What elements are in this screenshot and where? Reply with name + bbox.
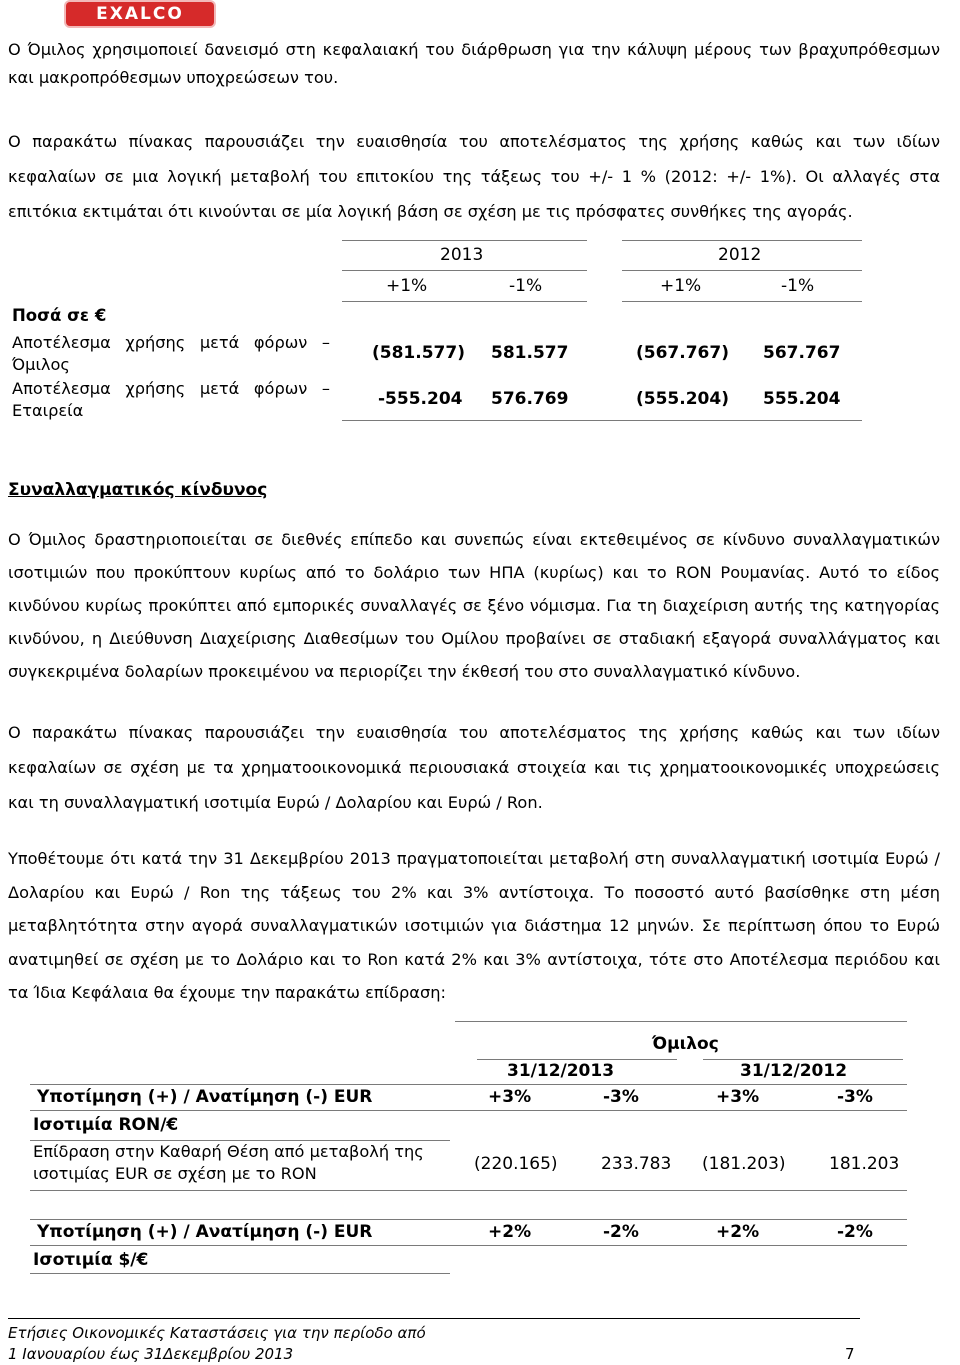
text-line: Αποτέλεσμα χρήσης μετά φόρων – — [12, 379, 330, 398]
page-number: 7 — [845, 1345, 855, 1363]
amounts-label: Ποσά σε € — [12, 306, 107, 325]
text-line: Ο παρακάτω πίνακας παρουσιάζει την ευαισθησία του αποτελέσματος της χρήσης καθώς και των ιδίων — [8, 132, 940, 151]
pct-cell: +3% — [488, 1087, 532, 1107]
company-logo — [66, 2, 214, 26]
pct-cell: +2% — [716, 1222, 760, 1242]
ron-rate-label: Ισοτιμία RON/€ — [33, 1115, 179, 1135]
text-line: ισοτιμιών που προκύπτουν κυρίως από το δολάριο των ΗΠΑ (κυρίως) και το RON Ρουμανίας. Αυτό το είδος — [8, 563, 940, 582]
text-line: κινδύνου, η Διεύθυνση Διαχείρισης Διαθεσίμων του Ομίλου προβαίνει σε σταδιακή εξαγορά συναλλάγματος και — [8, 629, 940, 648]
text-line: και τη συναλλαγματική ισοτιμία Ευρώ / Δολαρίου και Ευρώ / Ron. — [8, 793, 543, 812]
plus-header-2012: +1% — [660, 276, 702, 296]
text-line: κεφαλαίων σε σχέση με τα χρηματοοικονομικά περιουσιακά στοιχεία και τις χρηματοοικονομικές υποχρεώσεις — [8, 758, 940, 777]
table-rule — [30, 1219, 907, 1220]
table-rule — [455, 1021, 907, 1022]
value-cell: (555.204) — [636, 389, 729, 409]
fx-risk-heading: Συναλλαγματικός κίνδυνος — [8, 480, 268, 500]
text-line: συγκεκριμένα δολαρίων προκειμένου να περιορίζει την έκθεσή του στο συναλλαγματικό κίνδυνο. — [8, 662, 801, 681]
year-2013-header: 2013 — [440, 245, 484, 265]
table-rule — [622, 240, 862, 241]
table-rule — [30, 1110, 907, 1111]
usd-change-label: Υποτίμηση (+) / Ανατίμηση (-) EUR — [37, 1222, 373, 1242]
text-line: Ο Όμιλος δραστηριοποιείται σε διεθνές επίπεδο και συνεπώς είναι εκτεθειμένος σε κίνδυνο συναλλαγματικών — [8, 530, 940, 549]
table-rule — [622, 270, 862, 271]
text-line: επιτόκια εκτιμάται ότι κινούνται σε μία λογική βάση σε σχέση με τις πρόσφατες συνθήκες της αγοράς. — [8, 202, 853, 221]
minus-header-2013: -1% — [509, 276, 543, 296]
table-rule — [30, 1190, 907, 1191]
pct-cell: -2% — [837, 1222, 873, 1242]
text-line: Επίδραση στην Καθαρή Θέση από μεταβολή της — [33, 1142, 424, 1161]
pct-cell: -3% — [603, 1087, 639, 1107]
value-cell: (567.767) — [636, 343, 729, 363]
text-line: Δολαρίου και Ευρώ / Ron της τάξεως του 2% και 3% αντίστοιχα. Το ποσοστό αυτό βασίσθηκε στη μέση — [8, 882, 940, 902]
intro-paragraph — [8, 36, 940, 92]
value-cell: (581.577) — [372, 343, 465, 363]
table-rule — [342, 420, 862, 421]
table-rule — [477, 1059, 677, 1060]
text-line: μεταβλητότητα στην αγορά συναλλαγματικών ισοτιμιών για διάστημα 12 μηνών. Σε περίπτωση όπου το Ευρώ — [8, 916, 940, 935]
effect-label — [33, 1141, 433, 1185]
footer-rule — [8, 1318, 860, 1319]
effect-value: 181.203 — [829, 1154, 900, 1174]
effect-value: 233.783 — [601, 1154, 672, 1174]
pct-cell: +2% — [488, 1222, 532, 1242]
date-2012-header: 31/12/2012 — [740, 1061, 848, 1081]
footer-line-1: Ετήσιες Οικονομικές Καταστάσεις για την περίοδο από — [8, 1324, 426, 1342]
row-label-group — [12, 332, 330, 376]
text-line: κινδύνου κυρίως προκύπτει από εμπορικές συναλλαγές σε ξένο νόμισμα. Για τη διαχείριση αυτής της κατηγορίας — [8, 596, 940, 615]
value-cell: 567.767 — [763, 343, 841, 363]
logo-text: EXALCO — [96, 4, 184, 24]
pct-cell: -2% — [603, 1222, 639, 1242]
footer-line-2: 1 Ιανουαρίου έως 31Δεκεμβρίου 2013 — [8, 1345, 294, 1363]
text-line: Υποθέτουμε ότι κατά την 31 Δεκεμβρίου 2013 πραγματοποιείται μεταβολή στη συναλλαγματική ισοτιμία Ευρώ / — [8, 849, 940, 868]
date-2013-header: 31/12/2013 — [507, 1061, 615, 1081]
effect-value: (181.203) — [702, 1154, 786, 1174]
text-line: Ο Όμιλος χρησιμοποιεί δανεισμό στη κεφαλαιακή του διάρθρωση για την κάλυψη μέρους των βραχυπρόθεσμων — [8, 40, 940, 59]
value-cell: 555.204 — [763, 389, 841, 409]
text-line: ισοτιμίας EUR σε σχέση με το RON — [33, 1164, 317, 1183]
text-line: Ο παρακάτω πίνακας παρουσιάζει την ευαισθησία του αποτελέσματος της χρήσης καθώς και των ιδίων — [8, 723, 940, 742]
group-header: Όμιλος — [652, 1034, 719, 1054]
text-line: Εταιρεία — [12, 401, 84, 420]
value-cell: -555.204 — [378, 389, 463, 409]
text-line: ανατιμηθεί σε σχέση με το Δολάριο και το Ron κατά 2% και 3% αντίστοιχα, τότε στο Αποτέλεσμα περιόδου και — [8, 949, 940, 969]
text-line: Όμιλος — [12, 355, 70, 374]
value-cell: 576.769 — [491, 389, 569, 409]
pct-cell: -3% — [837, 1087, 873, 1107]
table-rule — [30, 1245, 907, 1246]
year-2012-header: 2012 — [718, 245, 762, 265]
usd-rate-label: Ισοτιμία $/€ — [33, 1250, 149, 1270]
table-rule — [30, 1273, 450, 1274]
text-line: τα Ίδια Κεφάλαια θα έχουμε την παρακάτω επίδραση: — [8, 983, 446, 1002]
pct-cell: +3% — [716, 1087, 760, 1107]
table-rule — [703, 1059, 903, 1060]
minus-header-2012: -1% — [781, 276, 815, 296]
table-rule — [342, 270, 587, 271]
table-rule — [622, 301, 862, 302]
table-rule — [342, 301, 587, 302]
ron-change-label: Υποτίμηση (+) / Ανατίμηση (-) EUR — [37, 1087, 373, 1107]
table-rule — [30, 1084, 907, 1085]
fx-paragraph-1 — [8, 523, 940, 688]
text-line: Αποτέλεσμα χρήσης μετά φόρων – — [12, 333, 330, 352]
text-line: κεφαλαίων σε μια λογική μεταβολή του επιτοκίου της τάξεως του +/- 1 % (2012: +/- 1%). Οι αλλαγές στα — [8, 167, 940, 186]
table-rule — [342, 240, 587, 241]
value-cell: 581.577 — [491, 343, 569, 363]
effect-value: (220.165) — [474, 1154, 558, 1174]
fx-paragraph-3 — [8, 842, 940, 1010]
text-line: και μακροπρόθεσμων υποχρεώσεων του. — [8, 68, 339, 87]
plus-header-2013: +1% — [386, 276, 428, 296]
sensitivity-paragraph — [8, 124, 940, 229]
row-label-company — [12, 378, 330, 422]
fx-paragraph-2 — [8, 715, 940, 820]
